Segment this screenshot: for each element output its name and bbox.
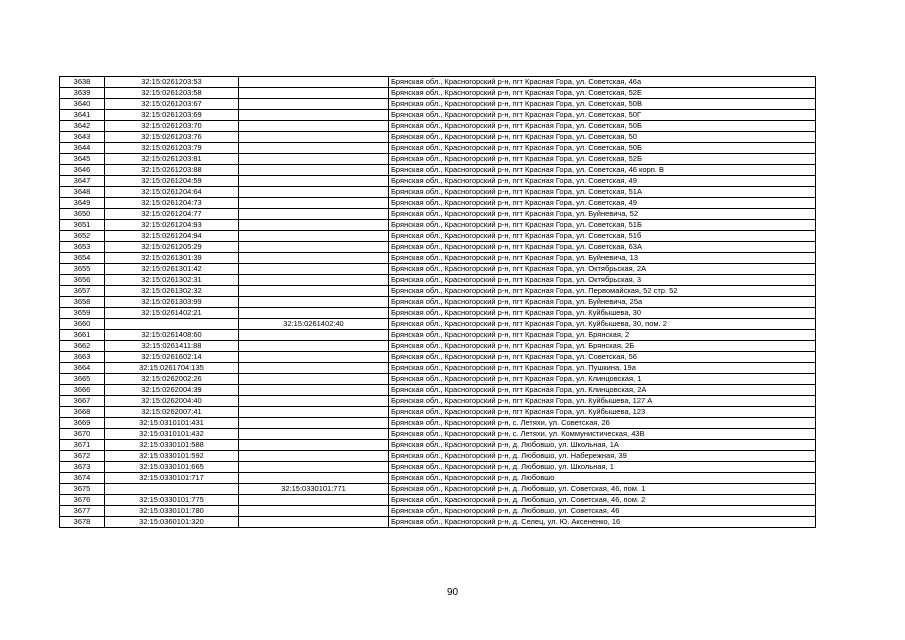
cadastral-number-cell: 32:15:0261408:60 [105, 330, 239, 341]
cadastral-number-cell: 32:15:0330101:588 [105, 440, 239, 451]
address-cell: Брянская обл., Красногорский р-н, пгт Красная Гора, ул. Буйневича, 25а [389, 297, 816, 308]
cadastral-number-cell: 32:15:0261203:69 [105, 110, 239, 121]
cadastral-number-cell: 32:15:0261302:32 [105, 286, 239, 297]
address-cell: Брянская обл., Красногорский р-н, пгт Красная Гора, ул. Советская, 49 [389, 176, 816, 187]
row-number-cell: 3678 [60, 517, 105, 528]
address-cell: Брянская обл., Красногорский р-н, пгт Красная Гора, ул. Первомайская, 52 стр. 52 [389, 286, 816, 297]
cadastral-number-cell: 32:15:0261704:135 [105, 363, 239, 374]
address-cell: Брянская обл., Красногорский р-н, пгт Красная Гора, ул. Куйбышева, 123 [389, 407, 816, 418]
row-number-cell: 3646 [60, 165, 105, 176]
table-row [60, 110, 816, 121]
row-number-cell: 3647 [60, 176, 105, 187]
table-row [60, 451, 816, 462]
address-cell: Брянская обл., Красногорский р-н, пгт Красная Гора, ул. Октябрьская, 3 [389, 275, 816, 286]
address-cell: Брянская обл., Красногорский р-н, пгт Красная Гора, ул. Брянская, 2Б [389, 341, 816, 352]
address-cell: Брянская обл., Красногорский р-н, пгт Красная Гора, ул. Октябрьская, 2А [389, 264, 816, 275]
address-cell: Брянская обл., Красногорский р-н, пгт Красная Гора, ул. Советская, 52Б [389, 154, 816, 165]
address-cell: Брянская обл., Красногорский р-н, д. Любовшо, ул. Набережная, 39 [389, 451, 816, 462]
address-cell: Брянская обл., Красногорский р-н, пгт Красная Гора, ул. Советская, 50 [389, 132, 816, 143]
cadastral-number-cell: 32:15:0330101:665 [105, 462, 239, 473]
premises-cadastral-number-cell [239, 110, 389, 121]
table-row [60, 473, 816, 484]
premises-cadastral-number-cell [239, 385, 389, 396]
cadastral-number-cell: 32:15:0330101:592 [105, 451, 239, 462]
address-cell: Брянская обл., Красногорский р-н, д. Любовшо, ул. Школьная, 1А [389, 440, 816, 451]
premises-cadastral-number-cell [239, 462, 389, 473]
address-cell: Брянская обл., Красногорский р-н, д. Любовшо [389, 473, 816, 484]
table-row [60, 286, 816, 297]
address-cell: Брянская обл., Красногорский р-н, пгт Красная Гора, ул. Советская, 49 [389, 198, 816, 209]
table-row [60, 440, 816, 451]
premises-cadastral-number-cell [239, 187, 389, 198]
row-number-cell: 3675 [60, 484, 105, 495]
premises-cadastral-number-cell [239, 407, 389, 418]
table-row [60, 330, 816, 341]
premises-cadastral-number-cell [239, 231, 389, 242]
table-row [60, 341, 816, 352]
row-number-cell: 3639 [60, 88, 105, 99]
table-row [60, 209, 816, 220]
cadastral-number-cell: 32:15:0261203:88 [105, 165, 239, 176]
address-cell: Брянская обл., Красногорский р-н, д. Любовшо, ул. Советская, 46, пом. 1 [389, 484, 816, 495]
premises-cadastral-number-cell [239, 154, 389, 165]
row-number-cell: 3652 [60, 231, 105, 242]
cadastral-number-cell: 32:15:0261204:64 [105, 187, 239, 198]
table-row [60, 374, 816, 385]
row-number-cell: 3668 [60, 407, 105, 418]
premises-cadastral-number-cell [239, 253, 389, 264]
premises-cadastral-number-cell: 32:15:0261402:40 [239, 319, 389, 330]
row-number-cell: 3666 [60, 385, 105, 396]
cadastral-number-cell: 32:15:0261301:39 [105, 253, 239, 264]
premises-cadastral-number-cell [239, 308, 389, 319]
cadastral-number-cell: 32:15:0261204:59 [105, 176, 239, 187]
cadastral-number-cell: 32:15:0330101:717 [105, 473, 239, 484]
address-cell: Брянская обл., Красногорский р-н, с. Летяхи, ул. Советская, 26 [389, 418, 816, 429]
premises-cadastral-number-cell [239, 176, 389, 187]
address-cell: Брянская обл., Красногорский р-н, пгт Красная Гора, ул. Куйбышева, 30, пом. 2 [389, 319, 816, 330]
table-row [60, 429, 816, 440]
cadastral-number-cell: 32:15:0330101:775 [105, 495, 239, 506]
table-row [60, 143, 816, 154]
premises-cadastral-number-cell [239, 352, 389, 363]
row-number-cell: 3671 [60, 440, 105, 451]
cadastral-number-cell: 32:15:0262004:40 [105, 396, 239, 407]
table-row [60, 88, 816, 99]
table-row [60, 495, 816, 506]
row-number-cell: 3677 [60, 506, 105, 517]
row-number-cell: 3653 [60, 242, 105, 253]
premises-cadastral-number-cell [239, 451, 389, 462]
cadastral-number-cell: 32:15:0261203:76 [105, 132, 239, 143]
table-row [60, 418, 816, 429]
address-cell: Брянская обл., Красногорский р-н, д. Любовшо, ул. Школьная, 1 [389, 462, 816, 473]
address-cell: Брянская обл., Красногорский р-н, с. Летяхи, ул. Коммунистическая, 43В [389, 429, 816, 440]
row-number-cell: 3648 [60, 187, 105, 198]
address-cell: Брянская обл., Красногорский р-н, пгт Красная Гора, ул. Куйбышева, 30 [389, 308, 816, 319]
table-row [60, 308, 816, 319]
address-cell: Брянская обл., Красногорский р-н, пгт Красная Гора, ул. Советская, 50В [389, 99, 816, 110]
row-number-cell: 3649 [60, 198, 105, 209]
cadastral-number-cell: 32:15:0261204:94 [105, 231, 239, 242]
address-cell: Брянская обл., Красногорский р-н, пгт Красная Гора, ул. Буйневича, 13 [389, 253, 816, 264]
cadastral-number-cell: 32:15:0261411:88 [105, 341, 239, 352]
cadastral-number-cell: 32:15:0261203:53 [105, 77, 239, 88]
cadastral-number-cell: 32:15:0261203:70 [105, 121, 239, 132]
table-row [60, 352, 816, 363]
premises-cadastral-number-cell [239, 440, 389, 451]
premises-cadastral-number-cell [239, 396, 389, 407]
cadastral-number-cell: 32:15:0360101:320 [105, 517, 239, 528]
table-row [60, 77, 816, 88]
premises-cadastral-number-cell [239, 297, 389, 308]
row-number-cell: 3665 [60, 374, 105, 385]
table-row [60, 319, 816, 330]
address-cell: Брянская обл., Красногорский р-н, пгт Красная Гора, ул. Советская, 63А [389, 242, 816, 253]
premises-cadastral-number-cell [239, 132, 389, 143]
row-number-cell: 3638 [60, 77, 105, 88]
address-cell: Брянская обл., Красногорский р-н, пгт Красная Гора, ул. Пушкина, 19а [389, 363, 816, 374]
cadastral-number-cell: 32:15:0261301:42 [105, 264, 239, 275]
address-cell: Брянская обл., Красногорский р-н, пгт Красная Гора, ул. Буйневича, 52 [389, 209, 816, 220]
row-number-cell: 3670 [60, 429, 105, 440]
table-row [60, 253, 816, 264]
cadastral-number-cell: 32:15:0262007:41 [105, 407, 239, 418]
table-row [60, 132, 816, 143]
premises-cadastral-number-cell [239, 330, 389, 341]
table-row [60, 242, 816, 253]
table-row [60, 176, 816, 187]
premises-cadastral-number-cell [239, 473, 389, 484]
premises-cadastral-number-cell [239, 341, 389, 352]
premises-cadastral-number-cell [239, 374, 389, 385]
premises-cadastral-number-cell [239, 286, 389, 297]
table-row [60, 506, 816, 517]
table-row [60, 264, 816, 275]
cadastral-number-cell: 32:15:0261602:14 [105, 352, 239, 363]
premises-cadastral-number-cell [239, 209, 389, 220]
premises-cadastral-number-cell [239, 220, 389, 231]
cadastral-number-cell: 32:15:0261204:77 [105, 209, 239, 220]
row-number-cell: 3642 [60, 121, 105, 132]
cadastral-number-cell: 32:15:0310101:431 [105, 418, 239, 429]
row-number-cell: 3658 [60, 297, 105, 308]
address-cell: Брянская обл., Красногорский р-н, пгт Красная Гора, ул. Клинцовская, 1 [389, 374, 816, 385]
row-number-cell: 3655 [60, 264, 105, 275]
cadastral-number-cell: 32:15:0261204:93 [105, 220, 239, 231]
address-cell: Брянская обл., Красногорский р-н, пгт Красная Гора, ул. Советская, 51Б [389, 220, 816, 231]
table-row [60, 187, 816, 198]
premises-cadastral-number-cell [239, 242, 389, 253]
row-number-cell: 3656 [60, 275, 105, 286]
premises-cadastral-number-cell [239, 99, 389, 110]
row-number-cell: 3650 [60, 209, 105, 220]
cadastral-number-cell [105, 319, 239, 330]
row-number-cell: 3664 [60, 363, 105, 374]
cadastral-number-cell: 32:15:0261203:58 [105, 88, 239, 99]
row-number-cell: 3659 [60, 308, 105, 319]
premises-cadastral-number-cell [239, 363, 389, 374]
table-row [60, 385, 816, 396]
address-cell: Брянская обл., Красногорский р-н, д. Селец, ул. Ю. Аксененко, 16 [389, 517, 816, 528]
row-number-cell: 3673 [60, 462, 105, 473]
table-row [60, 484, 816, 495]
address-cell: Брянская обл., Красногорский р-н, пгт Красная Гора, ул. Брянская, 2 [389, 330, 816, 341]
property-table-body [60, 77, 816, 528]
row-number-cell: 3654 [60, 253, 105, 264]
address-cell: Брянская обл., Красногорский р-н, пгт Красная Гора, ул. Советская, 50Г [389, 110, 816, 121]
premises-cadastral-number-cell [239, 495, 389, 506]
cadastral-number-cell: 32:15:0261205:29 [105, 242, 239, 253]
cadastral-number-cell: 32:15:0261203:67 [105, 99, 239, 110]
row-number-cell: 3645 [60, 154, 105, 165]
table-row [60, 231, 816, 242]
row-number-cell: 3657 [60, 286, 105, 297]
row-number-cell: 3644 [60, 143, 105, 154]
table-row [60, 363, 816, 374]
table-row [60, 121, 816, 132]
row-number-cell: 3661 [60, 330, 105, 341]
cadastral-number-cell: 32:15:0261402:21 [105, 308, 239, 319]
cadastral-number-cell: 32:15:0261303:99 [105, 297, 239, 308]
address-cell: Брянская обл., Красногорский р-н, пгт Красная Гора, ул. Советская, 46 корп. В [389, 165, 816, 176]
premises-cadastral-number-cell [239, 198, 389, 209]
table-row [60, 99, 816, 110]
table-row [60, 165, 816, 176]
premises-cadastral-number-cell [239, 165, 389, 176]
address-cell: Брянская обл., Красногорский р-н, пгт Красная Гора, ул. Куйбышева, 127 А [389, 396, 816, 407]
table-row [60, 154, 816, 165]
table-row [60, 407, 816, 418]
cadastral-number-cell: 32:15:0262004:39 [105, 385, 239, 396]
row-number-cell: 3651 [60, 220, 105, 231]
property-table [59, 76, 816, 528]
cadastral-number-cell: 32:15:0261302:31 [105, 275, 239, 286]
table-row [60, 220, 816, 231]
premises-cadastral-number-cell [239, 121, 389, 132]
premises-cadastral-number-cell [239, 418, 389, 429]
address-cell: Брянская обл., Красногорский р-н, д. Любовшо, ул. Советская, 46 [389, 506, 816, 517]
table-row [60, 297, 816, 308]
premises-cadastral-number-cell [239, 88, 389, 99]
premises-cadastral-number-cell [239, 77, 389, 88]
page-number: 90 [446, 587, 459, 598]
cadastral-number-cell: 32:15:0261203:81 [105, 154, 239, 165]
row-number-cell: 3667 [60, 396, 105, 407]
cadastral-number-cell: 32:15:0261203:79 [105, 143, 239, 154]
row-number-cell: 3643 [60, 132, 105, 143]
address-cell: Брянская обл., Красногорский р-н, пгт Красная Гора, ул. Клинцовская, 2А [389, 385, 816, 396]
table-row [60, 462, 816, 473]
table-row [60, 198, 816, 209]
row-number-cell: 3640 [60, 99, 105, 110]
cadastral-number-cell: 32:15:0262002:26 [105, 374, 239, 385]
premises-cadastral-number-cell [239, 429, 389, 440]
row-number-cell: 3663 [60, 352, 105, 363]
cadastral-number-cell: 32:15:0330101:780 [105, 506, 239, 517]
row-number-cell: 3672 [60, 451, 105, 462]
cadastral-number-cell: 32:15:0261204:73 [105, 198, 239, 209]
address-cell: Брянская обл., Красногорский р-н, пгт Красная Гора, ул. Советская, 56 [389, 352, 816, 363]
cadastral-number-cell: 32:15:0310101:432 [105, 429, 239, 440]
row-number-cell: 3674 [60, 473, 105, 484]
table-row [60, 396, 816, 407]
premises-cadastral-number-cell [239, 506, 389, 517]
row-number-cell: 3662 [60, 341, 105, 352]
premises-cadastral-number-cell [239, 275, 389, 286]
premises-cadastral-number-cell: 32:15:0330101:771 [239, 484, 389, 495]
address-cell: Брянская обл., Красногорский р-н, пгт Красная Гора, ул. Советская, 50Б [389, 143, 816, 154]
table-row [60, 275, 816, 286]
row-number-cell: 3669 [60, 418, 105, 429]
premises-cadastral-number-cell [239, 517, 389, 528]
premises-cadastral-number-cell [239, 264, 389, 275]
premises-cadastral-number-cell [239, 143, 389, 154]
cadastral-number-cell [105, 484, 239, 495]
address-cell: Брянская обл., Красногорский р-н, пгт Красная Гора, ул. Советская, 50Б [389, 121, 816, 132]
row-number-cell: 3641 [60, 110, 105, 121]
table-row [60, 517, 816, 528]
row-number-cell: 3660 [60, 319, 105, 330]
address-cell: Брянская обл., Красногорский р-н, пгт Красная Гора, ул. Советская, 46а [389, 77, 816, 88]
address-cell: Брянская обл., Красногорский р-н, д. Любовшо, ул. Советская, 46, пом. 2 [389, 495, 816, 506]
address-cell: Брянская обл., Красногорский р-н, пгт Красная Гора, ул. Советская, 51б [389, 231, 816, 242]
address-cell: Брянская обл., Красногорский р-н, пгт Красная Гора, ул. Советская, 52Е [389, 88, 816, 99]
row-number-cell: 3676 [60, 495, 105, 506]
address-cell: Брянская обл., Красногорский р-н, пгт Красная Гора, ул. Советская, 51А [389, 187, 816, 198]
